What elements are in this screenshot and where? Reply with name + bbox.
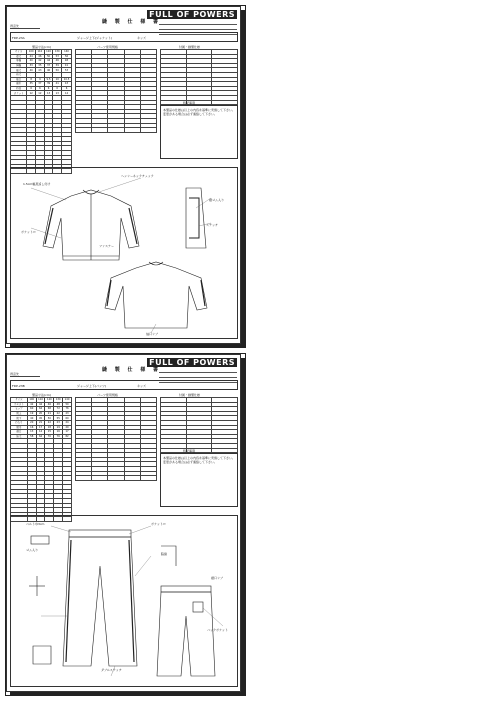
size-table-title: 製品寸法(cm) <box>32 393 51 397</box>
notes-box <box>160 105 238 159</box>
style-no: FDP-23B <box>12 384 25 388</box>
size-cell: 24 <box>63 420 72 425</box>
size-cell: 6 <box>36 86 45 91</box>
size-cell: 肩幅 <box>11 63 27 68</box>
size-table <box>10 49 72 174</box>
size-cell: 12 <box>27 91 36 96</box>
notes-box <box>160 453 238 507</box>
target: キッズ <box>137 36 146 40</box>
size-cell: 70 <box>45 434 54 439</box>
size-cell: 72 <box>54 407 63 412</box>
table-row <box>76 128 157 133</box>
parts-title: パーツ使用規格 <box>97 393 118 397</box>
brand-logo: FULL OF POWERS <box>149 10 235 19</box>
size-cell: 42 <box>27 402 36 407</box>
brand-logo: FULL OF POWERS <box>149 358 235 367</box>
annotation: ポケットロ <box>21 230 36 234</box>
size-cell: 20 <box>27 420 36 425</box>
size-cell: 40 <box>27 68 36 73</box>
size-header-cell: 130 <box>54 50 60 54</box>
size-cell: 16 <box>54 430 63 435</box>
size-cell: 43 <box>36 68 45 73</box>
parts-title: パーツ使用規格 <box>97 45 118 49</box>
blank-cell <box>124 476 140 481</box>
notes-title: 特記事項 <box>183 101 196 105</box>
size-cell: 8 <box>27 77 36 82</box>
size-cell: 60 <box>27 407 36 412</box>
size-cell: 44 <box>36 402 45 407</box>
size-cell: 42 <box>36 59 45 64</box>
size-cell: 10.5 <box>62 77 72 82</box>
header-row <box>10 32 238 42</box>
blank-cell <box>212 100 238 105</box>
attach-table <box>160 397 238 453</box>
size-header-cell: 100 <box>28 50 34 54</box>
size-header-cell: 120 <box>45 398 54 403</box>
attach-table <box>160 49 238 105</box>
notes-text: 本製品の仕様は以上の内容を基準に実施して下さい。変更がある場合は必ず連絡して下さい。 <box>163 108 236 116</box>
size-header-cell: 110 <box>36 398 45 403</box>
item-name: ジャージ上下(ジャケット) <box>77 36 113 40</box>
blank-cell <box>140 476 156 481</box>
notes-text: 本製品の仕様は以上の内容を基準に実施して下さい。変更がある場合は必ず連絡して下さい。 <box>163 456 236 464</box>
size-cell: 76 <box>54 434 63 439</box>
size-cell: 33 <box>27 63 36 68</box>
annotation: 1.5cm幅見返し付け <box>23 182 51 186</box>
attach-title: 付属・縫製仕様 <box>179 45 201 49</box>
size-cell: 6 <box>53 86 62 91</box>
spec-sheet-pants <box>5 353 246 696</box>
size-cell: 21 <box>45 411 54 416</box>
size-header-cell: サイズ <box>11 50 27 55</box>
annotation: 裾口リブ <box>211 576 224 580</box>
size-cell: 23 <box>54 420 63 425</box>
blank-cell <box>76 128 92 133</box>
size-cell: わたり <box>11 420 28 425</box>
sheet-shadow <box>241 10 246 348</box>
size-cell: 56 <box>62 54 72 59</box>
header-row <box>10 380 238 390</box>
target: キッズ <box>137 384 146 388</box>
blank-cell <box>92 476 108 481</box>
size-table <box>10 397 72 522</box>
annotation: 裾ゴム入り <box>209 198 225 202</box>
size-cell: 9.5 <box>44 77 53 82</box>
size-cell: 10 <box>53 77 62 82</box>
annotation: 袖口リブ <box>146 332 159 336</box>
size-cell: 13 <box>53 91 62 96</box>
size-cell: 22 <box>54 411 63 416</box>
sheet-shadow <box>241 358 246 696</box>
blank-cell <box>124 128 140 133</box>
jacket-illustration <box>11 168 239 340</box>
drawing-area <box>10 515 238 687</box>
size-cell: 58 <box>27 434 36 439</box>
size-cell: 64 <box>36 407 45 412</box>
size-cell: 17 <box>36 425 45 430</box>
size-cell: 82 <box>63 434 72 439</box>
size-cell: 19 <box>27 411 36 416</box>
size-cell: 袖口 <box>11 77 27 82</box>
doc-title: 縫 製 仕 様 書 <box>102 19 161 25</box>
size-cell: 60 <box>63 416 72 421</box>
size-cell: 46 <box>45 402 54 407</box>
size-cell: 41 <box>62 63 72 68</box>
annotation: ステッチ <box>206 223 218 227</box>
pants-illustration <box>11 516 239 688</box>
size-cell: 裾巾 <box>11 82 27 87</box>
annotation: ファスナー <box>99 244 114 248</box>
size-cell: 55 <box>54 416 63 421</box>
size-cell: ヒップ <box>11 407 28 412</box>
size-cell: 22 <box>45 420 54 425</box>
sheet-body <box>6 354 241 692</box>
size-cell: 50 <box>63 402 72 407</box>
size-cell: 13 <box>44 91 53 96</box>
size-table-title: 製品寸法(cm) <box>32 45 51 49</box>
annotation: バックポケット <box>207 628 228 632</box>
annotation: ポケットロ <box>151 522 166 526</box>
blank-cell <box>140 128 156 133</box>
size-cell: 53 <box>62 68 72 73</box>
size-cell: 18 <box>45 425 54 430</box>
annotation: ダブルステッチ <box>101 668 122 672</box>
size-header-cell: 140 <box>62 50 72 55</box>
size-cell: 48 <box>54 402 63 407</box>
size-cell: 12 <box>36 91 45 96</box>
annotation: ベルト巾3cm <box>26 522 45 526</box>
table-row <box>161 448 238 453</box>
size-header-cell: 130 <box>54 398 63 403</box>
size-cell: 41 <box>53 82 62 87</box>
item-name: ジャージ上下(パンツ) <box>77 384 107 388</box>
size-cell: 総丈 <box>11 434 28 439</box>
notes-title: 特記事項 <box>183 449 196 453</box>
size-header-cell: 120 <box>46 50 51 54</box>
size-cell: 46 <box>36 54 45 59</box>
size-cell: ウエスト <box>11 402 28 407</box>
size-cell: 袖丈 <box>11 68 27 73</box>
size-cell: 50 <box>53 68 62 73</box>
blank-cell <box>212 448 238 453</box>
size-cell: 9 <box>36 77 45 82</box>
size-header-cell: 100 <box>27 398 36 403</box>
size-cell: 48 <box>62 59 72 64</box>
size-cell: 40 <box>27 416 36 421</box>
size-cell: 身幅 <box>11 59 27 64</box>
size-cell: 76 <box>63 407 72 412</box>
parts-table <box>75 49 157 133</box>
sheet-body <box>6 6 241 344</box>
size-cell: 股下 <box>11 416 28 421</box>
doc-title: 縫 製 仕 様 書 <box>102 367 161 373</box>
table-row <box>76 476 157 481</box>
size-cell: 21 <box>36 420 45 425</box>
size-cell: 17 <box>63 430 72 435</box>
size-cell: 46 <box>44 68 53 73</box>
size-header-cell: 140 <box>63 398 72 403</box>
size-cell: 着丈 <box>11 54 27 59</box>
size-cell: 45 <box>36 416 45 421</box>
customer-label: 得意先 <box>10 372 20 376</box>
size-header-cell: 110 <box>37 50 43 54</box>
annotation: 脇線 <box>161 552 168 556</box>
annotation: ヘンリーネックチェック <box>121 174 154 178</box>
size-cell: 37 <box>44 63 53 68</box>
size-cell: 裾口 <box>11 430 28 435</box>
size-cell: 14 <box>36 430 45 435</box>
spec-sheet-jacket <box>5 5 246 348</box>
table-row <box>161 100 238 105</box>
size-cell: 39 <box>44 82 53 87</box>
parts-table <box>75 397 157 481</box>
drawing-area <box>10 167 238 339</box>
size-cell: 43 <box>62 82 72 87</box>
size-cell: 44 <box>44 59 53 64</box>
size-cell: 14 <box>62 91 72 96</box>
size-cell: 膝巾 <box>11 425 28 430</box>
size-cell: 裄丈 <box>11 72 27 77</box>
customer-label: 得意先 <box>10 24 20 28</box>
attach-title: 付属・縫製仕様 <box>179 393 201 397</box>
size-cell: 6 <box>44 86 53 91</box>
size-cell: 64 <box>36 434 45 439</box>
size-cell: 6 <box>62 86 72 91</box>
size-cell: 46 <box>53 59 62 64</box>
size-cell: 37 <box>36 82 45 87</box>
size-cell: 40 <box>27 59 36 64</box>
size-cell: 20 <box>63 425 72 430</box>
style-no: FDP-23A <box>12 36 25 40</box>
size-cell: 44 <box>27 54 36 59</box>
size-cell: 23 <box>63 411 72 416</box>
size-cell: 35 <box>36 63 45 68</box>
size-cell: 53 <box>53 54 62 59</box>
size-cell: 股上 <box>11 411 28 416</box>
size-cell: 6 <box>27 86 36 91</box>
size-cell: 39 <box>53 63 62 68</box>
annotation: ゴム入り <box>26 548 39 552</box>
blank-cell <box>92 128 108 133</box>
size-cell: 50 <box>45 416 54 421</box>
size-cell: 50 <box>44 54 53 59</box>
blank-cell <box>108 476 124 481</box>
size-cell: 16 <box>27 425 36 430</box>
size-header-cell: サイズ <box>11 398 28 403</box>
size-cell: 13 <box>27 430 36 435</box>
blank-cell <box>76 476 92 481</box>
size-cell: 15 <box>45 430 54 435</box>
blank-cell <box>108 128 124 133</box>
size-cell: 35 <box>27 82 36 87</box>
size-cell: ポケット <box>11 91 27 96</box>
size-cell: 68 <box>45 407 54 412</box>
size-cell: 19 <box>54 425 63 430</box>
size-cell: 衿高 <box>11 86 27 91</box>
size-cell: 20 <box>36 411 45 416</box>
